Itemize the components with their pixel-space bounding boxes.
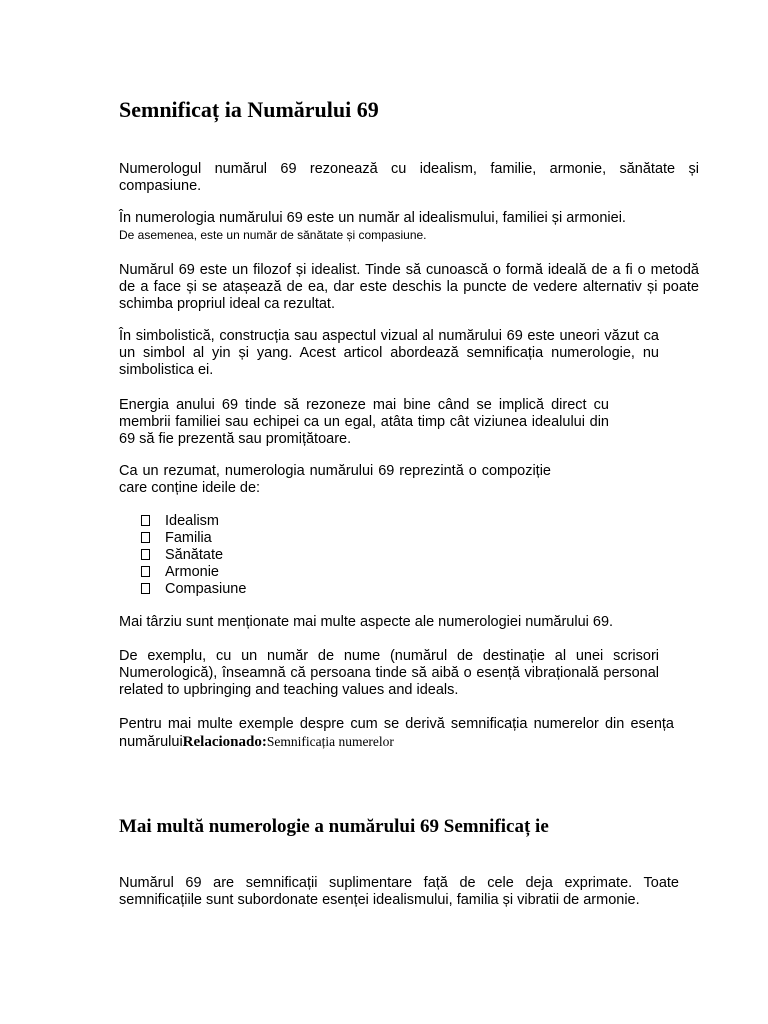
paragraph-more-examples: Pentru mai multe exemple despre cum se derivă semnificația numerelor din esența număruluiRelacionado:Semnificația numerelor (119, 716, 674, 750)
paragraph-later: Mai târziu sunt menționate mai multe aspecte ale numerologiei numărului 69. (119, 614, 614, 630)
section-title: Mai multă numerologie a numărului 69 Semnificaț ie (119, 816, 549, 837)
checkbox-square-icon (141, 549, 150, 560)
paragraph-health: De asemenea, este un număr de sănătate și compasiune. (119, 228, 427, 242)
checkbox-square-icon (141, 566, 150, 577)
paragraph-final: Numărul 69 are semnificații suplimentare față de cele deja exprimate. Toate semnificațiile sunt subordonate esenței idealismului, familia și vibratii de armonie. (119, 875, 679, 908)
list-item: Armonie (141, 564, 246, 581)
paragraph-summary: Ca un rezumat, numerologia numărului 69 reprezintă o compoziție care conține ideile de: (119, 463, 551, 496)
paragraph-philosopher: Numărul 69 este un filozof și idealist. Tinde să cunoască o formă ideală de a fi o metodă de a face și se atașează de ea, dar este deschis la puncte de vedere alternativ și poate schimba propriul ideal ca rezultat. (119, 262, 699, 312)
checkbox-square-icon (141, 532, 150, 543)
paragraph-example: De exemplu, cu un număr de nume (numărul de destinație al unei scrisori Numerologică), înseamnă că persoana tinde să aibă o esență vibrațională personal related to upbringing and teaching values and ideals. (119, 648, 659, 698)
paragraph-numerology: În numerologia numărului 69 este un număr al idealismului, familiei și armoniei. (119, 210, 626, 226)
list-item: Idealism (141, 513, 246, 530)
related-link[interactable]: Semnificația numerelor (266, 734, 394, 749)
list-item: Familia (141, 530, 246, 547)
list-item: Compasiune (141, 581, 246, 598)
ideas-list (141, 513, 246, 598)
checkbox-square-icon (141, 515, 150, 526)
paragraph-intro: Numerologul numărul 69 rezonează cu idealism, familie, armonie, sănătate și compasiune. (119, 161, 699, 194)
related-label: Relacionado: (182, 734, 267, 750)
checkbox-square-icon (141, 583, 150, 594)
list-item: Sănătate (141, 547, 246, 564)
paragraph-energy: Energia anului 69 tinde să rezoneze mai bine când se implică direct cu membrii familiei sau echipei ca un egal, atâta timp cât viziunea idealului din 69 să fie prezentă sau promițătoare. (119, 397, 609, 447)
paragraph-symbolism: În simbolistică, construcția sau aspectul vizual al numărului 69 este uneori văzut ca un simbol al yin și yang. Acest articol abordează semnificația numerologie, nu simbolistica ei. (119, 328, 659, 378)
page-title: Semnificaț ia Numărului 69 (119, 97, 379, 122)
